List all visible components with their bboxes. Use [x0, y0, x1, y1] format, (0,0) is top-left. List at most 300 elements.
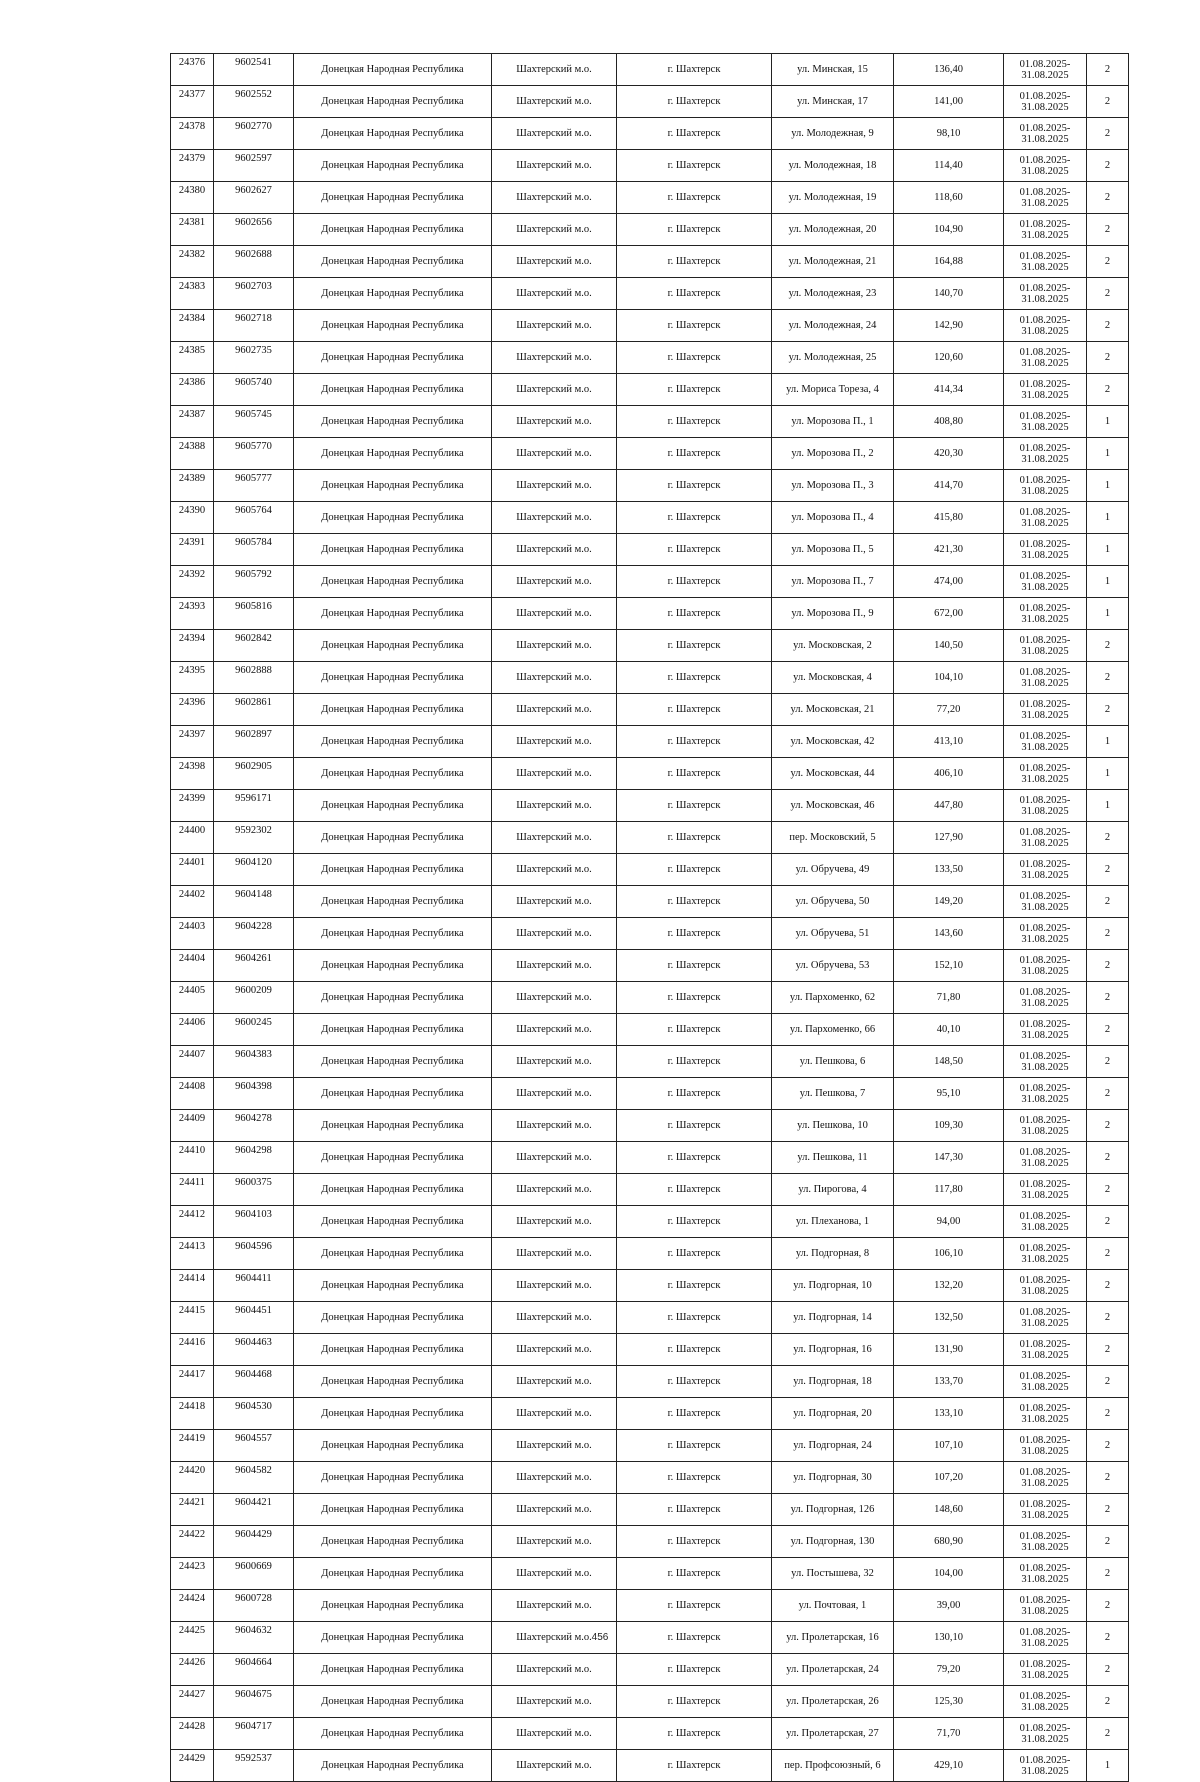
area-cell: 133,70 [894, 1366, 1004, 1398]
district-cell: Шахтерский м.о. [492, 150, 617, 182]
region-cell: Донецкая Народная Республика [294, 1750, 492, 1782]
table-row [171, 470, 1129, 502]
address-cell: ул. Московская, 4 [772, 662, 894, 694]
city-cell: г. Шахтерск [617, 534, 772, 566]
region-cell: Донецкая Народная Республика [294, 374, 492, 406]
page-number: 456 [591, 1632, 609, 1643]
district-cell: Шахтерский м.о. [492, 182, 617, 214]
table-row [171, 1334, 1129, 1366]
count-cell: 2 [1087, 374, 1129, 406]
row-number-cell: 24405 [171, 982, 214, 1014]
row-number-cell: 24399 [171, 790, 214, 822]
city-cell: г. Шахтерск [617, 1494, 772, 1526]
city-cell: г. Шахтерск [617, 118, 772, 150]
city-cell: г. Шахтерск [617, 246, 772, 278]
address-cell: ул. Минская, 17 [772, 86, 894, 118]
city-cell: г. Шахтерск [617, 1430, 772, 1462]
city-cell: г. Шахтерск [617, 566, 772, 598]
table-row [171, 662, 1129, 694]
district-cell: Шахтерский м.о. [492, 54, 617, 86]
period-cell: 01.08.2025- 31.08.2025 [1004, 1494, 1087, 1526]
region-cell: Донецкая Народная Республика [294, 886, 492, 918]
period-cell: 01.08.2025- 31.08.2025 [1004, 246, 1087, 278]
region-cell: Донецкая Народная Республика [294, 630, 492, 662]
address-cell: ул. Подгорная, 130 [772, 1526, 894, 1558]
table-row [171, 1718, 1129, 1750]
table-row [171, 1366, 1129, 1398]
region-cell: Донецкая Народная Республика [294, 1622, 492, 1654]
period-cell: 01.08.2025- 31.08.2025 [1004, 118, 1087, 150]
district-cell: Шахтерский м.о. [492, 886, 617, 918]
region-cell: Донецкая Народная Республика [294, 1430, 492, 1462]
district-cell: Шахтерский м.о. [492, 246, 617, 278]
address-cell: ул. Молодежная, 25 [772, 342, 894, 374]
row-number-cell: 24388 [171, 438, 214, 470]
object-code-cell: 9602552 [214, 86, 294, 118]
address-cell: ул. Московская, 44 [772, 758, 894, 790]
table-row [171, 150, 1129, 182]
city-cell: г. Шахтерск [617, 438, 772, 470]
table-row [171, 566, 1129, 598]
city-cell: г. Шахтерск [617, 982, 772, 1014]
row-number-cell: 24428 [171, 1718, 214, 1750]
count-cell: 1 [1087, 502, 1129, 534]
address-cell: ул. Подгорная, 14 [772, 1302, 894, 1334]
object-code-cell: 9605740 [214, 374, 294, 406]
row-number-cell: 24411 [171, 1174, 214, 1206]
count-cell: 2 [1087, 246, 1129, 278]
area-cell: 413,10 [894, 726, 1004, 758]
region-cell: Донецкая Народная Республика [294, 950, 492, 982]
period-cell: 01.08.2025- 31.08.2025 [1004, 1206, 1087, 1238]
count-cell: 1 [1087, 598, 1129, 630]
district-cell: Шахтерский м.о. [492, 950, 617, 982]
district-cell: Шахтерский м.о. [492, 1750, 617, 1782]
district-cell: Шахтерский м.о. [492, 1238, 617, 1270]
row-number-cell: 24402 [171, 886, 214, 918]
row-number-cell: 24395 [171, 662, 214, 694]
object-code-cell: 9604120 [214, 854, 294, 886]
table-row [171, 342, 1129, 374]
count-cell: 2 [1087, 950, 1129, 982]
address-cell: ул. Морозова П., 5 [772, 534, 894, 566]
area-cell: 141,00 [894, 86, 1004, 118]
period-cell: 01.08.2025- 31.08.2025 [1004, 662, 1087, 694]
region-cell: Донецкая Народная Республика [294, 1654, 492, 1686]
area-cell: 406,10 [894, 758, 1004, 790]
city-cell: г. Шахтерск [617, 1462, 772, 1494]
region-cell: Донецкая Народная Республика [294, 342, 492, 374]
object-code-cell: 9605770 [214, 438, 294, 470]
row-number-cell: 24381 [171, 214, 214, 246]
address-cell: ул. Пролетарская, 26 [772, 1686, 894, 1718]
region-cell: Донецкая Народная Республика [294, 566, 492, 598]
object-code-cell: 9600209 [214, 982, 294, 1014]
count-cell: 2 [1087, 694, 1129, 726]
count-cell: 2 [1087, 1302, 1129, 1334]
table-row [171, 1174, 1129, 1206]
area-cell: 94,00 [894, 1206, 1004, 1238]
row-number-cell: 24421 [171, 1494, 214, 1526]
period-cell: 01.08.2025- 31.08.2025 [1004, 278, 1087, 310]
row-number-cell: 24398 [171, 758, 214, 790]
object-code-cell: 9602656 [214, 214, 294, 246]
address-cell: пер. Московский, 5 [772, 822, 894, 854]
region-cell: Донецкая Народная Республика [294, 854, 492, 886]
area-cell: 118,60 [894, 182, 1004, 214]
district-cell: Шахтерский м.о. [492, 854, 617, 886]
region-cell: Донецкая Народная Республика [294, 150, 492, 182]
area-cell: 106,10 [894, 1238, 1004, 1270]
count-cell: 1 [1087, 1750, 1129, 1782]
area-cell: 680,90 [894, 1526, 1004, 1558]
period-cell: 01.08.2025- 31.08.2025 [1004, 1686, 1087, 1718]
period-cell: 01.08.2025- 31.08.2025 [1004, 1110, 1087, 1142]
row-number-cell: 24416 [171, 1334, 214, 1366]
row-number-cell: 24386 [171, 374, 214, 406]
address-cell: ул. Подгорная, 126 [772, 1494, 894, 1526]
district-cell: Шахтерский м.о. [492, 1206, 617, 1238]
count-cell: 2 [1087, 1558, 1129, 1590]
period-cell: 01.08.2025- 31.08.2025 [1004, 726, 1087, 758]
district-cell: Шахтерский м.о. [492, 1334, 617, 1366]
table-row [171, 1238, 1129, 1270]
period-cell: 01.08.2025- 31.08.2025 [1004, 150, 1087, 182]
region-cell: Донецкая Народная Республика [294, 1366, 492, 1398]
count-cell: 1 [1087, 790, 1129, 822]
city-cell: г. Шахтерск [617, 1110, 772, 1142]
table-row [171, 1654, 1129, 1686]
row-number-cell: 24376 [171, 54, 214, 86]
address-cell: ул. Пролетарская, 24 [772, 1654, 894, 1686]
object-code-cell: 9604383 [214, 1046, 294, 1078]
count-cell: 2 [1087, 854, 1129, 886]
table-row [171, 534, 1129, 566]
city-cell: г. Шахтерск [617, 1750, 772, 1782]
region-cell: Донецкая Народная Республика [294, 1014, 492, 1046]
row-number-cell: 24422 [171, 1526, 214, 1558]
address-cell: ул. Подгорная, 20 [772, 1398, 894, 1430]
object-code-cell: 9605784 [214, 534, 294, 566]
object-code-cell: 9604103 [214, 1206, 294, 1238]
period-cell: 01.08.2025- 31.08.2025 [1004, 502, 1087, 534]
table-row [171, 1398, 1129, 1430]
city-cell: г. Шахтерск [617, 214, 772, 246]
area-cell: 149,20 [894, 886, 1004, 918]
count-cell: 1 [1087, 566, 1129, 598]
count-cell: 2 [1087, 1206, 1129, 1238]
address-cell: ул. Подгорная, 18 [772, 1366, 894, 1398]
city-cell: г. Шахтерск [617, 150, 772, 182]
count-cell: 2 [1087, 310, 1129, 342]
period-cell: 01.08.2025- 31.08.2025 [1004, 854, 1087, 886]
object-code-cell: 9604463 [214, 1334, 294, 1366]
row-number-cell: 24412 [171, 1206, 214, 1238]
address-cell: ул. Молодежная, 20 [772, 214, 894, 246]
row-number-cell: 24423 [171, 1558, 214, 1590]
district-cell: Шахтерский м.о. [492, 278, 617, 310]
city-cell: г. Шахтерск [617, 470, 772, 502]
count-cell: 2 [1087, 1078, 1129, 1110]
address-cell: ул. Московская, 21 [772, 694, 894, 726]
city-cell: г. Шахтерск [617, 406, 772, 438]
city-cell: г. Шахтерск [617, 1174, 772, 1206]
row-number-cell: 24425 [171, 1622, 214, 1654]
period-cell: 01.08.2025- 31.08.2025 [1004, 438, 1087, 470]
count-cell: 2 [1087, 1398, 1129, 1430]
row-number-cell: 24382 [171, 246, 214, 278]
city-cell: г. Шахтерск [617, 1046, 772, 1078]
table-row [171, 630, 1129, 662]
period-cell: 01.08.2025- 31.08.2025 [1004, 1014, 1087, 1046]
count-cell: 2 [1087, 1494, 1129, 1526]
count-cell: 2 [1087, 1686, 1129, 1718]
district-cell: Шахтерский м.о. [492, 1526, 617, 1558]
area-cell: 104,10 [894, 662, 1004, 694]
district-cell: Шахтерский м.о. [492, 1462, 617, 1494]
count-cell: 2 [1087, 918, 1129, 950]
district-cell: Шахтерский м.о. [492, 1590, 617, 1622]
region-cell: Донецкая Народная Республика [294, 1398, 492, 1430]
district-cell: Шахтерский м.о. [492, 630, 617, 662]
district-cell: Шахтерский м.о. [492, 1142, 617, 1174]
area-cell: 142,90 [894, 310, 1004, 342]
object-code-cell: 9604675 [214, 1686, 294, 1718]
table-row [171, 822, 1129, 854]
address-cell: ул. Мориса Тореза, 4 [772, 374, 894, 406]
object-code-cell: 9602888 [214, 662, 294, 694]
count-cell: 2 [1087, 1270, 1129, 1302]
address-cell: ул. Подгорная, 24 [772, 1430, 894, 1462]
table-row [171, 246, 1129, 278]
object-code-cell: 9604632 [214, 1622, 294, 1654]
area-cell: 147,30 [894, 1142, 1004, 1174]
row-number-cell: 24392 [171, 566, 214, 598]
district-cell: Шахтерский м.о. [492, 1558, 617, 1590]
period-cell: 01.08.2025- 31.08.2025 [1004, 1430, 1087, 1462]
address-cell: ул. Пешкова, 6 [772, 1046, 894, 1078]
region-cell: Донецкая Народная Республика [294, 1686, 492, 1718]
district-cell: Шахтерский м.о. [492, 1622, 617, 1654]
city-cell: г. Шахтерск [617, 758, 772, 790]
count-cell: 1 [1087, 406, 1129, 438]
region-cell: Донецкая Народная Республика [294, 438, 492, 470]
city-cell: г. Шахтерск [617, 1014, 772, 1046]
object-code-cell: 9602597 [214, 150, 294, 182]
city-cell: г. Шахтерск [617, 1686, 772, 1718]
region-cell: Донецкая Народная Республика [294, 406, 492, 438]
object-code-cell: 9592302 [214, 822, 294, 854]
address-cell: ул. Молодежная, 9 [772, 118, 894, 150]
district-cell: Шахтерский м.о. [492, 790, 617, 822]
row-number-cell: 24378 [171, 118, 214, 150]
city-cell: г. Шахтерск [617, 726, 772, 758]
row-number-cell: 24417 [171, 1366, 214, 1398]
address-cell: ул. Молодежная, 21 [772, 246, 894, 278]
district-cell: Шахтерский м.о. [492, 86, 617, 118]
table-row [171, 886, 1129, 918]
object-code-cell: 9605745 [214, 406, 294, 438]
row-number-cell: 24385 [171, 342, 214, 374]
address-cell: ул. Морозова П., 9 [772, 598, 894, 630]
area-cell: 421,30 [894, 534, 1004, 566]
area-cell: 71,80 [894, 982, 1004, 1014]
region-cell: Донецкая Народная Республика [294, 694, 492, 726]
count-cell: 2 [1087, 822, 1129, 854]
count-cell: 2 [1087, 662, 1129, 694]
district-cell: Шахтерский м.о. [492, 534, 617, 566]
count-cell: 2 [1087, 1462, 1129, 1494]
district-cell: Шахтерский м.о. [492, 438, 617, 470]
object-code-cell: 9604429 [214, 1526, 294, 1558]
region-cell: Донецкая Народная Республика [294, 502, 492, 534]
district-cell: Шахтерский м.о. [492, 342, 617, 374]
row-number-cell: 24397 [171, 726, 214, 758]
area-cell: 414,34 [894, 374, 1004, 406]
area-cell: 104,00 [894, 1558, 1004, 1590]
area-cell: 429,10 [894, 1750, 1004, 1782]
city-cell: г. Шахтерск [617, 1142, 772, 1174]
district-cell: Шахтерский м.о. [492, 1078, 617, 1110]
area-cell: 474,00 [894, 566, 1004, 598]
count-cell: 2 [1087, 1142, 1129, 1174]
district-cell: Шахтерский м.о. [492, 726, 617, 758]
address-cell: ул. Обручева, 50 [772, 886, 894, 918]
city-cell: г. Шахтерск [617, 662, 772, 694]
city-cell: г. Шахтерск [617, 310, 772, 342]
region-cell: Донецкая Народная Республика [294, 758, 492, 790]
row-number-cell: 24401 [171, 854, 214, 886]
table-row [171, 1494, 1129, 1526]
region-cell: Донецкая Народная Республика [294, 982, 492, 1014]
region-cell: Донецкая Народная Республика [294, 1302, 492, 1334]
region-cell: Донецкая Народная Республика [294, 1494, 492, 1526]
city-cell: г. Шахтерск [617, 1334, 772, 1366]
period-cell: 01.08.2025- 31.08.2025 [1004, 534, 1087, 566]
period-cell: 01.08.2025- 31.08.2025 [1004, 1750, 1087, 1782]
region-cell: Донецкая Народная Республика [294, 1206, 492, 1238]
district-cell: Шахтерский м.о. [492, 502, 617, 534]
city-cell: г. Шахтерск [617, 182, 772, 214]
period-cell: 01.08.2025- 31.08.2025 [1004, 1526, 1087, 1558]
housing-registry-table [170, 53, 1129, 1782]
period-cell: 01.08.2025- 31.08.2025 [1004, 1174, 1087, 1206]
city-cell: г. Шахтерск [617, 694, 772, 726]
table-row [171, 310, 1129, 342]
row-number-cell: 24377 [171, 86, 214, 118]
district-cell: Шахтерский м.о. [492, 1270, 617, 1302]
area-cell: 408,80 [894, 406, 1004, 438]
period-cell: 01.08.2025- 31.08.2025 [1004, 1142, 1087, 1174]
row-number-cell: 24426 [171, 1654, 214, 1686]
row-number-cell: 24406 [171, 1014, 214, 1046]
table-row [171, 854, 1129, 886]
area-cell: 164,88 [894, 246, 1004, 278]
table-row [171, 1430, 1129, 1462]
address-cell: ул. Морозова П., 4 [772, 502, 894, 534]
district-cell: Шахтерский м.о. [492, 1718, 617, 1750]
count-cell: 2 [1087, 54, 1129, 86]
district-cell: Шахтерский м.о. [492, 1686, 617, 1718]
area-cell: 79,20 [894, 1654, 1004, 1686]
object-code-cell: 9604451 [214, 1302, 294, 1334]
area-cell: 143,60 [894, 918, 1004, 950]
table-row [171, 982, 1129, 1014]
address-cell: ул. Подгорная, 30 [772, 1462, 894, 1494]
area-cell: 125,30 [894, 1686, 1004, 1718]
district-cell: Шахтерский м.о. [492, 1302, 617, 1334]
table-row [171, 1078, 1129, 1110]
area-cell: 132,50 [894, 1302, 1004, 1334]
city-cell: г. Шахтерск [617, 1078, 772, 1110]
area-cell: 414,70 [894, 470, 1004, 502]
row-number-cell: 24407 [171, 1046, 214, 1078]
address-cell: ул. Молодежная, 24 [772, 310, 894, 342]
table-row [171, 1046, 1129, 1078]
object-code-cell: 9602735 [214, 342, 294, 374]
object-code-cell: 9604261 [214, 950, 294, 982]
city-cell: г. Шахтерск [617, 630, 772, 662]
row-number-cell: 24414 [171, 1270, 214, 1302]
row-number-cell: 24384 [171, 310, 214, 342]
count-cell: 1 [1087, 758, 1129, 790]
district-cell: Шахтерский м.о. [492, 1398, 617, 1430]
region-cell: Донецкая Народная Республика [294, 278, 492, 310]
table-row [171, 438, 1129, 470]
period-cell: 01.08.2025- 31.08.2025 [1004, 566, 1087, 598]
row-number-cell: 24400 [171, 822, 214, 854]
row-number-cell: 24403 [171, 918, 214, 950]
table-row [171, 1462, 1129, 1494]
region-cell: Донецкая Народная Республика [294, 790, 492, 822]
row-number-cell: 24429 [171, 1750, 214, 1782]
address-cell: ул. Морозова П., 1 [772, 406, 894, 438]
period-cell: 01.08.2025- 31.08.2025 [1004, 182, 1087, 214]
object-code-cell: 9604596 [214, 1238, 294, 1270]
area-cell: 672,00 [894, 598, 1004, 630]
table-row [171, 1750, 1129, 1782]
city-cell: г. Шахтерск [617, 790, 772, 822]
object-code-cell: 9604421 [214, 1494, 294, 1526]
object-code-cell: 9600375 [214, 1174, 294, 1206]
area-cell: 136,40 [894, 54, 1004, 86]
area-cell: 133,10 [894, 1398, 1004, 1430]
area-cell: 140,70 [894, 278, 1004, 310]
row-number-cell: 24391 [171, 534, 214, 566]
region-cell: Донецкая Народная Республика [294, 214, 492, 246]
object-code-cell: 9602688 [214, 246, 294, 278]
count-cell: 2 [1087, 1238, 1129, 1270]
area-cell: 71,70 [894, 1718, 1004, 1750]
city-cell: г. Шахтерск [617, 886, 772, 918]
row-number-cell: 24408 [171, 1078, 214, 1110]
count-cell: 2 [1087, 1046, 1129, 1078]
district-cell: Шахтерский м.о. [492, 118, 617, 150]
area-cell: 114,40 [894, 150, 1004, 182]
object-code-cell: 9605764 [214, 502, 294, 534]
object-code-cell: 9604298 [214, 1142, 294, 1174]
region-cell: Донецкая Народная Республика [294, 310, 492, 342]
table-row [171, 86, 1129, 118]
count-cell: 2 [1087, 886, 1129, 918]
table-row [171, 214, 1129, 246]
table-row [171, 278, 1129, 310]
region-cell: Донецкая Народная Республика [294, 726, 492, 758]
count-cell: 2 [1087, 1174, 1129, 1206]
district-cell: Шахтерский м.о. [492, 1174, 617, 1206]
period-cell: 01.08.2025- 31.08.2025 [1004, 758, 1087, 790]
period-cell: 01.08.2025- 31.08.2025 [1004, 1046, 1087, 1078]
